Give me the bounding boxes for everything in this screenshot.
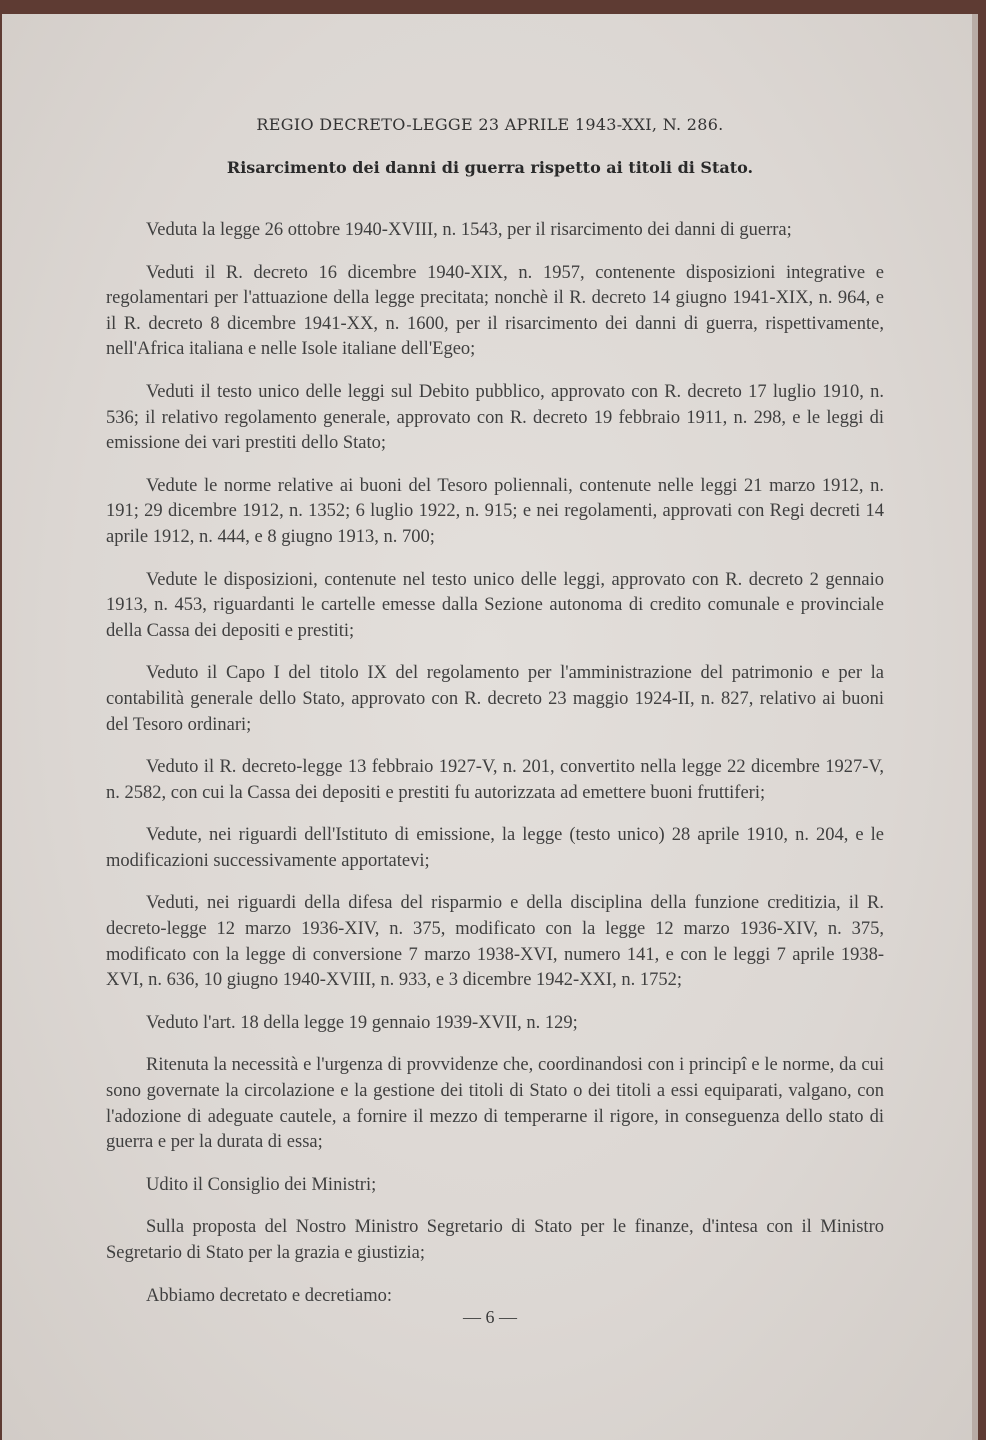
paragraph: Veduto il Capo I del titolo IX del regolamento per l'amministrazione del patrimonio e per la contabilità generale dello Stato, approvato con R. decreto 23 maggio 1924-II, n. 827, relativo ai buoni del Tesoro ordinari; — [106, 663, 884, 735]
paragraph: Vedute, nei riguardi dell'Istituto di emissione, la legge (testo unico) 28 aprile 1910, n. 204, e le modificazioni successivamente apportatevi; — [106, 825, 884, 871]
paragraph: Veduti il R. decreto 16 dicembre 1940-XIX, n. 1957, contenente disposizioni integrative e regolamentari per l'attuazione della legge precitata; nonchè il R. decreto 14 giugno 1941-XIX, n. 964, e il R. decreto 8 dicembre 1941-XX, n. 1600, per il risarcimento dei danni di guerra, rispettivamente, nell'Africa italiana e nelle Isole italiane dell'Egeo; — [106, 262, 884, 360]
paragraph: Abbiamo decretato e decretiamo: — [146, 1285, 393, 1306]
page-number: — 6 — — [463, 1307, 517, 1327]
paragraph: Udito il Consiglio dei Ministri; — [146, 1174, 377, 1195]
paragraph: Veduto l'art. 18 della legge 19 gennaio 1939-XVII, n. 129; — [146, 1012, 578, 1033]
document-page — [2, 14, 978, 1440]
paragraph: Veduti, nei riguardi della difesa del risparmio e della disciplina della funzione creditizia, il R. decreto-legge 12 marzo 1936-XIV, n. 375, modificato con la legge 12 marzo 1936-XIV, n. 375, modificato con la legge di conversione 7 marzo 1938-XVI, numero 141, e con le leggi 7 aprile 1938-XVI, n. 636, 10 giugno 1940-XVIII, n. 933, e 3 dicembre 1942-XXI, n. 1752; — [106, 893, 884, 991]
decree-title: REGIO DECRETO-LEGGE 23 APRILE 1943-XXI, N. 286. — [256, 115, 724, 134]
decree-body — [106, 218, 884, 1326]
paragraph: Ritenuta la necessità e l'urgenza di provvidenze che, coordinandosi con i principî e le norme, da cui sono governate la circolazione e la gestione dei titoli di Stato o dei titoli a essi equiparati, valgano, con l'adozione di adeguate cautele, a fornire il mezzo di temperarne il rigore, in conseguenza dello stato di guerra e per la durata di essa; — [106, 1055, 884, 1153]
paragraph: Veduta la legge 26 ottobre 1940-XVIII, n. 1543, per il risarcimento dei danni di guerra; — [146, 220, 792, 240]
paragraph: Sulla proposta del Nostro Ministro Segretario di Stato per le finanze, d'intesa con il Ministro Segretario di Stato per la grazia e giustizia; — [106, 1217, 884, 1263]
paragraph: Veduti il testo unico delle leggi sul Debito pubblico, approvato con R. decreto 17 luglio 1910, n. 536; il relativo regolamento generale, approvato con R. decreto 19 febbraio 1911, n. 298, e le leggi di emissione dei vari prestiti dello Stato; — [106, 381, 884, 454]
paragraph: Vedute le disposizioni, contenute nel testo unico delle leggi, approvato con R. decreto 2 gennaio 1913, n. 453, riguardanti le cartelle emesse dalla Sezione autonoma di credito comunale e provinciale della Cassa dei depositi e prestiti; — [106, 569, 884, 641]
paragraph: Vedute le norme relative ai buoni del Tesoro poliennali, contenute nelle leggi 21 marzo 1912, n. 191; 29 dicembre 1912, n. 1352; 6 luglio 1922, n. 915; e nei regolamenti, approvati con Regi decreti 14 aprile 1912, n. 444, e 8 giugno 1913, n. 700; — [106, 475, 884, 547]
paragraph: Veduto il R. decreto-legge 13 febbraio 1927-V, n. 201, convertito nella legge 22 dicembre 1927-V, n. 2582, con cui la Cassa dei depositi e prestiti fu autorizzata ad emettere buoni fruttiferi; — [106, 757, 884, 803]
decree-subtitle: Risarcimento dei danni di guerra rispetto ai titoli di Stato. — [226, 158, 754, 177]
